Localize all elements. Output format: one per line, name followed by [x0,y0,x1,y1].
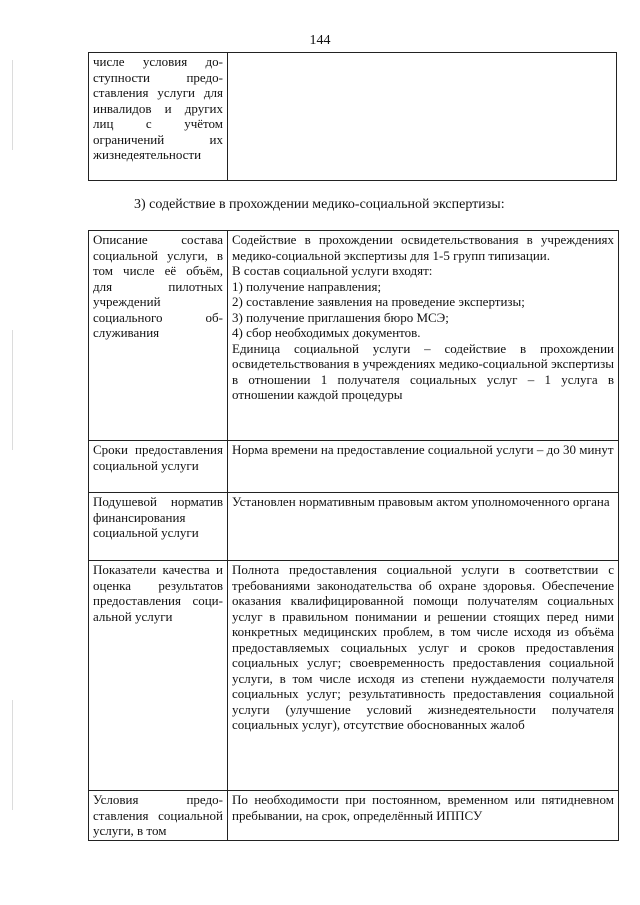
table-row [89,493,619,561]
page-number: 144 [309,33,331,48]
value-line: Содействие в прохождении освидетельствования в учреждениях медико-социальной экспертизы для 1-5 групп типизации. [232,232,614,263]
row-value [228,53,617,181]
table-row [89,561,619,791]
row-label: Показатели качества и оценка результатов предоставления социальной услуги [89,561,228,791]
value-line: Установлен нормативным правовым актом уполномоченного органа [232,494,610,509]
row-label: Подушевой норматив финансирования социальной услуги [89,493,228,561]
scan-artifact [12,700,13,810]
row-label: числе условия доступности предоставления услуги для инвалидов и других лиц с учётом ограничений их жизнедеятельности [89,53,228,181]
row-value [228,561,619,791]
scan-artifact [12,330,13,450]
value-line: Полнота предоставления социальной услуги в соответствии с требованиями законодательства об охране здоровья. Обеспечение оказания квалифицированной помощи получателям социальных услуг в правильном понимании и решении стоящих перед ними конкретных медицинских проблем, в том числе исходя из объёма предоставляемых социальных услуг и сроков предоставления социальных услуг; своевременность предоставления социальной услуги, в том числе исходя из степени нуждаемости получателя социальных услуг; результативность предоставления социальной услуги (улучшение условий жизнедеятельности получателя социальных услуг), отсутствие обоснованных жалоб [232,562,614,732]
service-table [88,230,619,841]
row-label: Условия предоставления социальной услуги, в том [89,791,228,841]
value-line: Норма времени на предоставление социальной услуги – до 30 минут [232,442,614,457]
continuation-table [88,52,617,181]
value-line: 3) получение приглашения бюро МСЭ; [232,309,449,325]
value-line: По необходимости при постоянном, временном или пятидневном пребывании, на срок, определённый ИППСУ [232,792,614,823]
value-line: 1) получение направления; [232,278,382,294]
row-value [228,231,619,441]
row-label: Сроки предоставления социальной услуги [89,441,228,493]
table-row [89,53,617,181]
value-line: 4) сбор необходимых документов. [232,325,421,340]
row-value [228,791,619,841]
table-row [89,231,619,441]
scan-artifact [12,60,13,150]
row-value [228,441,619,493]
value-line: Единица социальной услуги – содействие в прохождении освидетельствования в учреждениях медико-социальной экспертизы в отношении 1 получателя социальных услуг – 1 услуга в отношении каждой процедуры [232,340,614,402]
section-heading: 3) содействие в прохождении медико-социальной экспертизы: [134,197,505,212]
row-label: Описание состава социальной услуги, в том числе её объём, для пилотных учреждений социального обслуживания [89,231,228,441]
table-row [89,791,619,841]
value-line: 2) составление заявления на проведение экспертизы; [232,294,525,309]
row-value [228,493,619,561]
value-line: В состав социальной услуги входят: [232,263,433,278]
table-row [89,441,619,493]
